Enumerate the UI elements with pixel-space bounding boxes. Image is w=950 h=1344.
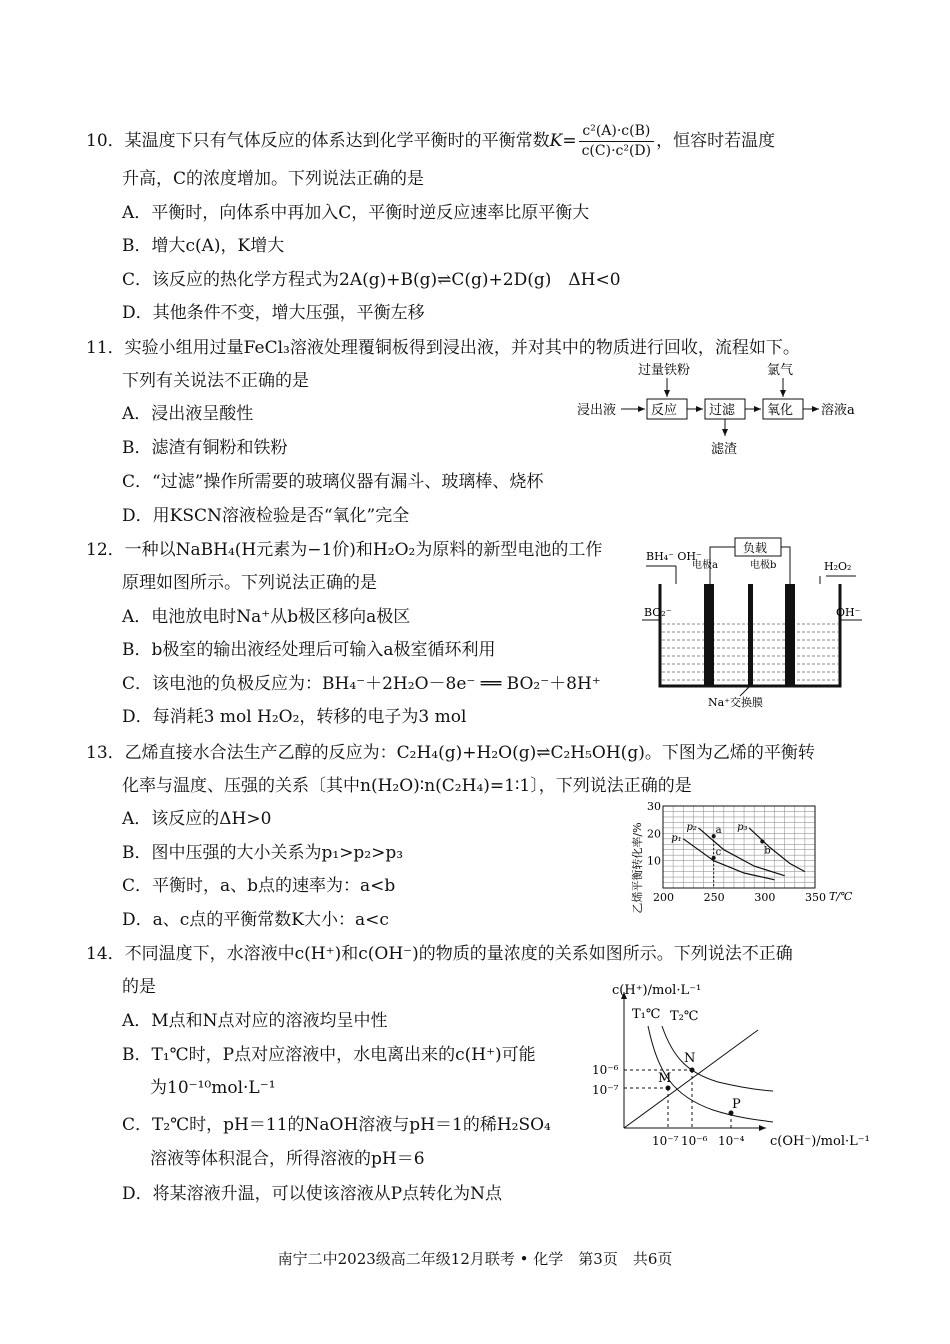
point-n [690, 1068, 695, 1073]
q11-option-a: A．浸出液呈酸性 [122, 404, 254, 424]
k-symbol: K [549, 131, 563, 151]
battery-diagram [640, 536, 870, 711]
ethylene-conversion-chart [625, 798, 865, 916]
chart-point-label: b [764, 845, 771, 857]
q13-stem [86, 742, 815, 764]
flow-input1-label: 过量铁粉 [638, 363, 691, 378]
y-tick-1e-7: 10⁻⁷ [592, 1083, 619, 1097]
q14-number: 14． [86, 944, 125, 964]
q14-option-b: B．T₁℃时，P点对应溶液中，水电离出来的c(H⁺)可能 [122, 1045, 536, 1065]
ion-exchange-membrane [748, 584, 753, 686]
k-equals: = [562, 131, 577, 151]
q12-option-d: D．每消耗3 mol H₂O₂，转移的电子为3 mol [122, 707, 467, 727]
q10-stem [86, 122, 775, 161]
q11-option-c: C．“过滤”操作所需要的玻璃仪器有漏斗、玻璃棒、烧杯 [122, 472, 544, 492]
graph-xlabel: c(OH⁻)/mol·L⁻¹ [770, 1134, 870, 1149]
point-m-label: M [658, 1071, 672, 1086]
chart-series-label: p₃ [737, 821, 748, 833]
q14-stem [86, 943, 793, 965]
k-numerator: c²(A)·c(B) [579, 122, 655, 142]
electrode-b-label: 电极b [750, 560, 777, 571]
chart-ylabel: 乙烯平衡转化率/% [631, 822, 644, 914]
y-tick-1e-6: 10⁻⁶ [592, 1063, 619, 1077]
q14-option-a: A．M点和N点对应的溶液均呈中性 [122, 1011, 388, 1031]
x-tick-1e-7: 10⁻⁷ [652, 1134, 679, 1148]
q12-option-a: A．电池放电时Na⁺从b极区移向a极区 [122, 607, 411, 627]
load-label: 负载 [743, 541, 768, 555]
x-tick-1e-6: 10⁻⁶ [681, 1134, 708, 1148]
curve-t2 [662, 1026, 773, 1091]
q11-stem-text: 实验小组用过量FeCl₃溶液处理覆铜板得到浸出液，并对其中的物质进行回收，流程如下。 [124, 338, 800, 358]
graph-ylabel: c(H⁺)/mol·L⁻¹ [612, 983, 702, 998]
q14-option-c-line2: 溶液等体积混合，所得溶液的pH＝6 [150, 1149, 425, 1169]
curve-t2-label: T₂℃ [670, 1009, 699, 1024]
inlet-left-label: BH₄⁻ OH⁻ [646, 550, 702, 563]
x-tick-1e-4: 10⁻⁴ [718, 1134, 745, 1148]
water-ion-graph [588, 978, 888, 1153]
q14-option-d: D．将某溶液升温，可以使该溶液从P点转化为N点 [122, 1184, 502, 1204]
q10-stem-line2: 升高，C的浓度增加。下列说法正确的是 [122, 169, 425, 189]
chart-y-tick: 20 [647, 827, 661, 841]
chart-x-tick: 350 [805, 891, 826, 904]
q10-option-c: C．该反应的热化学方程式为2A(g)+B(g)⇌C(g)+2D(g) ΔH<0 [122, 270, 621, 290]
inlet-right-label: H₂O₂ [824, 560, 852, 573]
chart-point-label: c [715, 846, 722, 858]
flow-step1-label: 反应 [651, 403, 678, 418]
point-m [666, 1086, 671, 1091]
q12-stem-line2: 原理如图所示。下列说法正确的是 [122, 573, 377, 593]
electrode-b [785, 584, 795, 686]
flow-step2-label: 过滤 [709, 403, 736, 418]
flow-diagram [575, 360, 875, 460]
page-footer: 南宁二中2023级高二年级12月联考 • 化学 第3页 共6页 [277, 1250, 673, 1268]
q10-number: 10． [86, 131, 125, 151]
q10-stem-text: 某温度下只有气体反应的体系达到化学平衡时的平衡常数 [124, 131, 550, 151]
q10-stem-after: ，恒容时若温度 [656, 131, 776, 151]
neutral-line [624, 1030, 758, 1128]
chart-point [760, 840, 764, 844]
chart-y-tick: 30 [647, 800, 661, 813]
chart-x-tick: 200 [653, 891, 674, 904]
q11-stem [86, 337, 800, 359]
flow-end-label: 溶液a [821, 403, 855, 418]
q12-option-c: C．该电池的负极反应为：BH₄⁻＋2H₂O－8e⁻ ══ BO₂⁻＋8H⁺ [122, 674, 601, 694]
q10-option-a: A．平衡时，向体系中再加入C，平衡时逆反应速率比原平衡大 [122, 203, 590, 223]
q14-option-b-line2: 为10⁻¹⁰mol·L⁻¹ [150, 1078, 276, 1098]
q11-number: 11． [86, 338, 125, 358]
q12-stem [86, 539, 602, 561]
flow-input3-label: 氯气 [767, 363, 794, 378]
q13-option-b: B．图中压强的大小关系为p₁>p₂>p₃ [122, 843, 404, 863]
curve-t1-label: T₁℃ [632, 1007, 661, 1022]
k-denominator: c(C)·c²(D) [581, 143, 652, 159]
q14-option-c: C．T₂℃时，pH＝11的NaOH溶液与pH＝1的稀H₂SO₄ [122, 1115, 551, 1135]
chart-series-line [683, 839, 774, 880]
chart-y-tick: 10 [647, 854, 661, 868]
q10-option-b: B．增大c(A)，K增大 [122, 236, 285, 256]
q12-option-b: B．b极室的输出液经处理后可输入a极室循环利用 [122, 640, 496, 660]
flow-start-label: 浸出液 [577, 403, 617, 418]
q11-option-b: B．滤渣有铜粉和铁粉 [122, 438, 288, 458]
chart-frame [663, 806, 815, 888]
outlet-left-label: BO₂⁻ [644, 606, 672, 619]
electrode-a-label: 电极a [692, 560, 718, 571]
chart-series-label: p₁ [671, 832, 682, 844]
q12-number: 12． [86, 540, 125, 560]
electrode-a [704, 584, 714, 686]
q12-stem-text: 一种以NaBH₄(H元素为−1价)和H₂O₂为原料的新型电池的工作 [124, 540, 603, 560]
outlet-right-label: OH⁻ [836, 606, 861, 619]
membrane-label: Na⁺交换膜 [708, 696, 763, 709]
flow-step3-label: 氧化 [767, 403, 794, 418]
k-fraction [579, 122, 655, 161]
chart-xlabel: T/℃ [829, 890, 853, 903]
q13-stem-line2: 化率与温度、压强的关系〔其中n(H₂O)∶n(C₂H₄)=1∶1〕，下列说法正确的是 [122, 776, 692, 796]
q11-option-d: D．用KSCN溶液检验是否“氧化”完全 [122, 506, 410, 526]
q13-option-a: A．该反应的ΔH>0 [122, 809, 272, 829]
chart-series-line [699, 828, 785, 876]
chart-x-tick: 300 [754, 891, 776, 904]
q13-option-d: D．a、c点的平衡常数K大小：a<c [122, 910, 389, 930]
chart-x-tick: 250 [703, 891, 725, 904]
chart-series-label: p₂ [686, 821, 697, 833]
chart-point-label: a [715, 825, 722, 837]
flow-output2-label: 滤渣 [711, 442, 738, 457]
q11-stem-line2: 下列有关说法不正确的是 [122, 371, 309, 391]
q10-option-d: D．其他条件不变，增大压强，平衡左移 [122, 303, 425, 323]
point-n-label: N [684, 1051, 696, 1066]
q14-stem-text: 不同温度下，水溶液中c(H⁺)和c(OH⁻)的物质的量浓度的关系如图所示。下列说法不正确 [124, 944, 793, 964]
q14-stem-line2: 的是 [122, 977, 156, 997]
q13-number: 13． [86, 743, 125, 763]
q13-stem-text: 乙烯直接水合法生产乙醇的反应为：C₂H₄(g)+H₂O(g)⇌C₂H₅OH(g)。下图为乙烯的平衡转 [124, 743, 815, 763]
point-p-label: P [732, 1097, 741, 1112]
q13-option-c: C．平衡时，a、b点的速率为：a<b [122, 876, 396, 896]
